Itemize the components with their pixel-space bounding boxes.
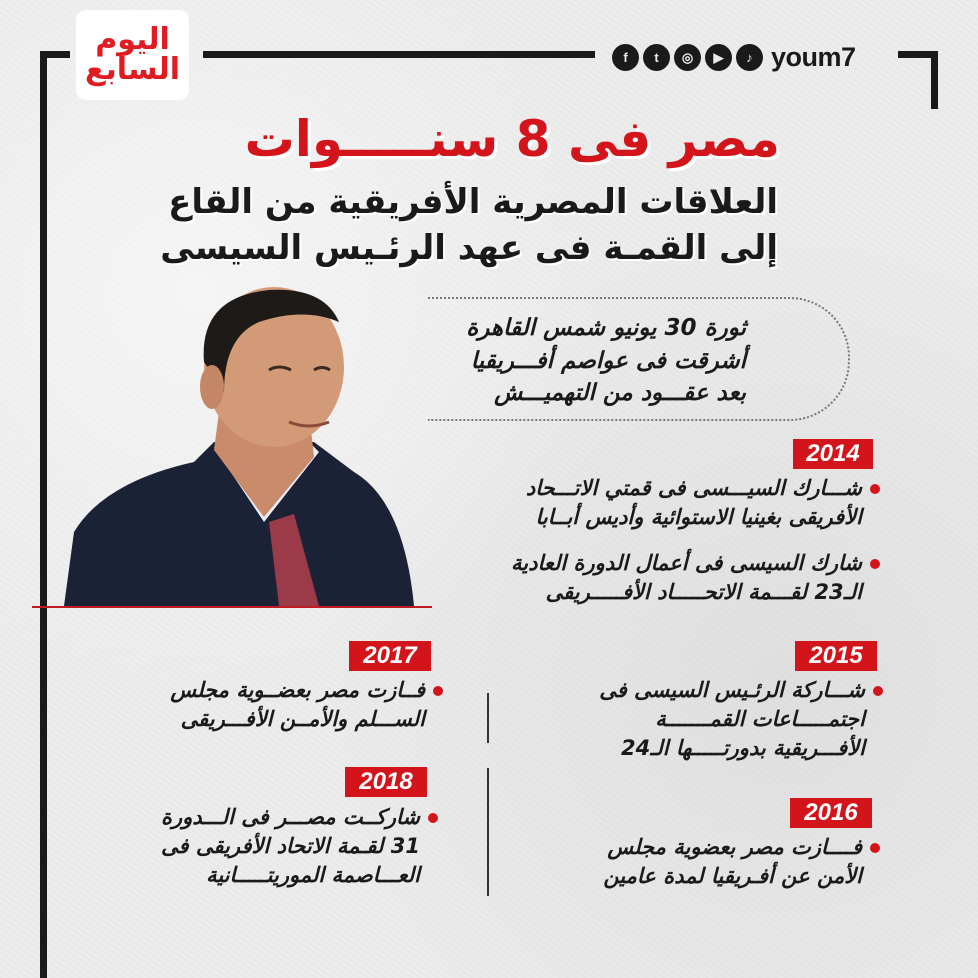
- portrait-image: [64, 282, 414, 606]
- bullet-icon: [873, 686, 883, 696]
- year-badge-2015: 2015: [795, 641, 877, 671]
- social-bar: [612, 42, 856, 73]
- bullet-icon: [428, 813, 438, 823]
- event-2014-2-line-1: شارك السيسى فى أعمال الدورة العادية: [510, 551, 862, 575]
- year-badge-2016: 2016: [790, 798, 872, 828]
- subtitle-line-2: إلى القمـة فى عهد الرئـيس السيسى: [160, 227, 778, 268]
- year-badge-2014: 2014: [793, 439, 873, 469]
- logo-line-2-text: السابع: [84, 52, 181, 87]
- event-2014-2-line-2: الـ23 لقـــمة الاتحـــــاد الأفـــــريقى: [545, 579, 862, 604]
- frame-top-left-border: [40, 51, 70, 58]
- event-2014-2: [420, 549, 880, 607]
- brand-handle: youm7: [771, 42, 856, 72]
- youm7-logo: [76, 10, 189, 100]
- page-title: مصر فى 8 سنـــــوات: [244, 110, 780, 168]
- instagram-icon[interactable]: ◎: [674, 44, 701, 71]
- event-2016: [530, 833, 880, 891]
- event-2016-line-2: الأمن عن أفـريقيا لمدة عامين: [603, 863, 862, 888]
- event-2015-line-2: اجتمـــــاعات القمـــــــة: [655, 706, 865, 731]
- event-2014-1-line-2: الأفريقى بغينيا الاستوائية وأديس أبــابا: [535, 504, 862, 529]
- tiktok-icon[interactable]: ♪: [736, 44, 763, 71]
- event-2018-line-1: شاركــت مصـــر فى الـــدورة: [160, 805, 420, 829]
- event-2014-1-line-1: شـــارك السيـــسى فى قمتي الاتـــحاد: [525, 476, 862, 500]
- year-badge-2018: 2018: [345, 767, 427, 797]
- event-2015-line-1: شـــاركة الرئـيس السيسى فى: [599, 678, 865, 702]
- event-2015: [533, 676, 883, 763]
- twitter-icon[interactable]: t: [643, 44, 670, 71]
- event-2018: [98, 803, 438, 890]
- event-2014-1: [420, 474, 880, 532]
- event-2017-line-2: الســـلم والأمــن الأفـــريقى: [180, 706, 425, 731]
- intro-quote: [406, 312, 746, 410]
- frame-top-border: [203, 51, 595, 58]
- quote-line-3: بعد عقـــود من التهميـــش: [494, 380, 746, 407]
- facebook-icon[interactable]: f: [612, 44, 639, 71]
- event-2017: [103, 676, 443, 734]
- event-2016-line-1: فــــازت مصر بعضوية مجلس: [607, 835, 862, 859]
- bullet-icon: [433, 686, 443, 696]
- event-2017-line-1: فــازت مصر بعضــوية مجلس: [170, 678, 425, 702]
- column-divider-top: [487, 693, 489, 743]
- bullet-icon: [870, 484, 880, 494]
- event-2018-line-3: العـــاصمة الموريتـــــانية: [206, 862, 420, 887]
- logo-line-1-text: اليوم: [95, 22, 170, 57]
- logo-line-2: [84, 52, 181, 87]
- logo-line-1: [95, 22, 170, 57]
- quote-line-1: ثورة 30 يونيو شمس القاهرة: [466, 315, 746, 341]
- column-divider-bottom: [487, 768, 489, 896]
- bullet-icon: [870, 843, 880, 853]
- portrait-illustration: [64, 282, 414, 606]
- frame-left-border: [40, 51, 47, 978]
- quote-line-2: أشرقت فى عواصم أفـــريقيا: [470, 347, 746, 374]
- subtitle-line-1: العلاقات المصرية الأفريقية من القاع: [168, 182, 778, 222]
- portrait-underline: [32, 606, 432, 608]
- youtube-icon[interactable]: ▶: [705, 44, 732, 71]
- page-subtitle: [158, 180, 778, 272]
- event-2018-line-2: 31 لقـمة الاتحاد الأفريقى فى: [161, 833, 420, 858]
- year-badge-2017: 2017: [349, 641, 431, 671]
- bullet-icon: [870, 559, 880, 569]
- frame-right-border: [931, 51, 938, 109]
- event-2015-line-3: الأفـــريقية بدورتـــــها الـ24: [620, 735, 865, 760]
